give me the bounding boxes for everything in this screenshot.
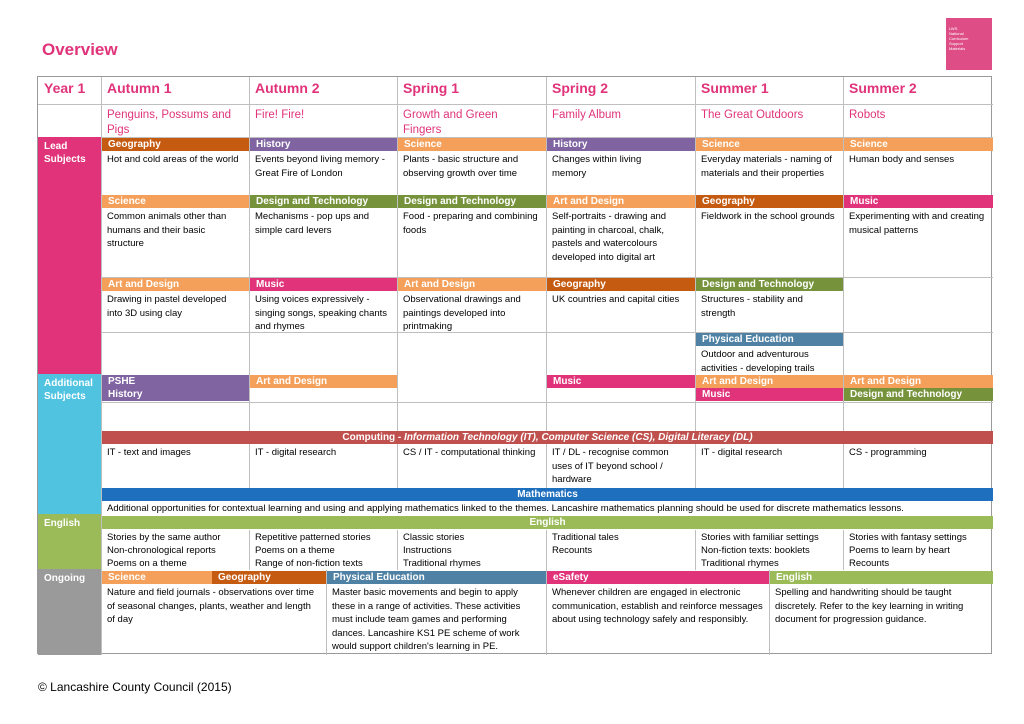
ongoing-bar: eSafety <box>547 571 769 584</box>
term-header-spring-1: Spring 1 <box>403 80 460 96</box>
english-cell <box>249 530 397 571</box>
subject-bar: Science <box>102 195 249 208</box>
ongoing-bar: Physical Education <box>327 571 546 584</box>
english-item: Instructions <box>403 545 452 556</box>
english-item: Classic stories <box>403 532 465 543</box>
logo-line: National <box>949 31 964 36</box>
side-english: English <box>38 514 101 569</box>
english-cell <box>695 530 843 571</box>
topic-autumn-2: Fire! Fire! <box>255 109 305 121</box>
subject-bar: Design and Technology <box>398 195 546 208</box>
english-item: Traditional rhymes <box>701 558 779 569</box>
term-header-summer-1: Summer 1 <box>701 80 769 96</box>
subject-bar: Art and Design <box>398 278 546 291</box>
subject-bar: Design and Technology <box>250 195 397 208</box>
topic-autumn-1: Penguins, Possums and Pigs <box>107 109 232 136</box>
subject-bar: History <box>250 138 397 151</box>
ongoing-text: Spelling and handwriting should be taught discretely. Refer to the key learning in writing document for progression guidance. <box>775 587 964 625</box>
subject-bar: Geography <box>696 195 843 208</box>
subject-bar: Music <box>844 195 993 208</box>
english-item: Stories by the same author <box>107 532 221 543</box>
subject-bar: Art and Design <box>547 195 695 208</box>
english-cell <box>397 530 546 571</box>
logo-line: Curriculum <box>949 36 969 41</box>
additional-bar: Design and Technology <box>844 388 993 401</box>
english-item: Stories with fantasy settings <box>849 532 967 543</box>
logo-line: LWS <box>949 26 958 31</box>
topic-summer-2: Robots <box>849 109 886 121</box>
english-item: Recounts <box>552 545 593 556</box>
computing-text: IT / DL - recognise common uses of IT beyond school / hardware <box>552 447 669 485</box>
english-bar: English <box>102 516 993 529</box>
topic-spring-2: Family Album <box>552 109 622 121</box>
english-item: Recounts <box>849 558 890 569</box>
english-item: Traditional rhymes <box>403 558 481 569</box>
lead-text: Events beyond living memory - Great Fire of London <box>255 154 385 179</box>
lead-text: Observational drawings and paintings developed into printmaking <box>403 294 521 332</box>
term-header-autumn-1: Autumn 1 <box>107 80 172 96</box>
overview-table <box>37 76 992 654</box>
computing-text: IT - text and images <box>107 447 191 458</box>
side-additional-subjects: Additional Subjects <box>38 374 101 514</box>
english-cell <box>843 530 993 571</box>
english-item: Poems to learn by heart <box>849 545 950 556</box>
lead-text: Changes within living memory <box>552 154 642 179</box>
lead-text: Mechanisms - pop ups and simple card levers <box>255 211 370 236</box>
lead-text: Fieldwork in the school grounds <box>701 211 835 222</box>
page-title: Overview <box>42 40 118 59</box>
english-item: Traditional tales <box>552 532 619 543</box>
subject-bar: Geography <box>102 138 249 151</box>
computing-bar <box>102 431 993 444</box>
lead-text: Structures - stability and strength <box>701 294 803 319</box>
term-header-summer-2: Summer 2 <box>849 80 917 96</box>
english-item: Non-fiction texts: booklets <box>701 545 810 556</box>
lead-text: Experimenting with and creating musical patterns <box>849 211 985 236</box>
topic-summer-1: The Great Outdoors <box>701 109 804 121</box>
lead-text: Hot and cold areas of the world <box>107 154 239 165</box>
english-item: Non-chronological reports <box>107 545 216 556</box>
additional-bar: History <box>102 388 249 401</box>
computing-text: IT - digital research <box>701 447 783 458</box>
subject-bar: Science <box>844 138 993 151</box>
copyright-footer: © Lancashire County Council (2015) <box>38 680 232 694</box>
subject-bar: History <box>547 138 695 151</box>
lead-text: UK countries and capital cities <box>552 294 680 305</box>
mathematics-bar: Mathematics <box>102 488 993 501</box>
english-item: Repetitive patterned stories <box>255 532 371 543</box>
term-header-spring-2: Spring 2 <box>552 80 609 96</box>
english-item: Range of non-fiction texts <box>255 558 363 569</box>
ongoing-text: Whenever children are engaged in electronic communication, establish and reinforce messages about using technology safely and responsibly. <box>552 587 763 625</box>
side-lead-subjects: Lead Subjects <box>38 137 101 374</box>
ongoing-text: Nature and field journals - observations over time of seasonal changes, plants, weather and length of day <box>107 587 314 625</box>
additional-bar: Art and Design <box>844 375 993 388</box>
lead-text: Common animals other than humans and their basic structure <box>107 211 227 249</box>
english-item: Poems on a theme <box>255 545 335 556</box>
additional-bar: Music <box>547 375 695 388</box>
year-header: Year 1 <box>44 80 86 96</box>
lead-text: Drawing in pastel developed into 3D using clay <box>107 294 227 319</box>
additional-bar: Art and Design <box>250 375 397 388</box>
additional-bar: Music <box>696 388 843 401</box>
computing-text: CS / IT - computational thinking <box>403 447 536 458</box>
additional-bar: PSHE <box>102 375 249 388</box>
side-ongoing: Ongoing <box>38 569 101 655</box>
subject-bar: Geography <box>547 278 695 291</box>
lead-text: Food - preparing and combining foods <box>403 211 538 236</box>
computing-text: IT - digital research <box>255 447 337 458</box>
lead-text: Outdoor and adventurous activities - developing trails <box>701 349 815 374</box>
mathematics-text: Additional opportunities for contextual learning and using and applying mathematics linked to the themes. Lancashire mathematics planning should be used for discrete mathematics lessons. <box>107 503 904 514</box>
ongoing-bar: English <box>770 571 993 584</box>
subject-bar: Music <box>250 278 397 291</box>
subject-bar: Art and Design <box>102 278 249 291</box>
ongoing-bar: Geography <box>212 571 326 584</box>
english-cell <box>101 530 249 571</box>
computing-text: CS - programming <box>849 447 927 458</box>
topic-spring-1: Growth and Green Fingers <box>403 109 498 136</box>
english-cell <box>546 530 695 558</box>
subject-bar: Physical Education <box>696 333 843 346</box>
lead-text: Everyday materials - naming of materials and their properties <box>701 154 832 179</box>
lead-text: Using voices expressively - singing songs, speaking chants and rhymes <box>255 294 388 332</box>
english-item: Stories with familiar settings <box>701 532 819 543</box>
computing-label: Computing - <box>342 432 405 443</box>
ongoing-text: Master basic movements and begin to apply these in a range of activities. These activities must include team games and performing dances. Lancashire KS1 PE scheme of work would support children's learning in PE. <box>332 587 521 652</box>
lancashire-logo <box>946 18 992 70</box>
subject-bar: Design and Technology <box>696 278 843 291</box>
lead-text: Self-portraits - drawing and painting in charcoal, chalk, pastels and watercolours developed into digital art <box>552 211 667 263</box>
term-header-autumn-2: Autumn 2 <box>255 80 320 96</box>
computing-label-italic: Information Technology (IT), Computer Science (CS), Digital Literacy (DL) <box>404 432 753 443</box>
ongoing-bar: Science <box>102 571 212 584</box>
subject-bar: Science <box>398 138 546 151</box>
subject-bar: Science <box>696 138 843 151</box>
logo-line: Materials <box>949 46 966 51</box>
additional-bar: Art and Design <box>696 375 843 388</box>
logo-line: Support <box>949 41 964 46</box>
english-item: Poems on a theme <box>107 558 187 569</box>
lead-text: Human body and senses <box>849 154 955 165</box>
lead-text: Plants - basic structure and observing growth over time <box>403 154 519 179</box>
